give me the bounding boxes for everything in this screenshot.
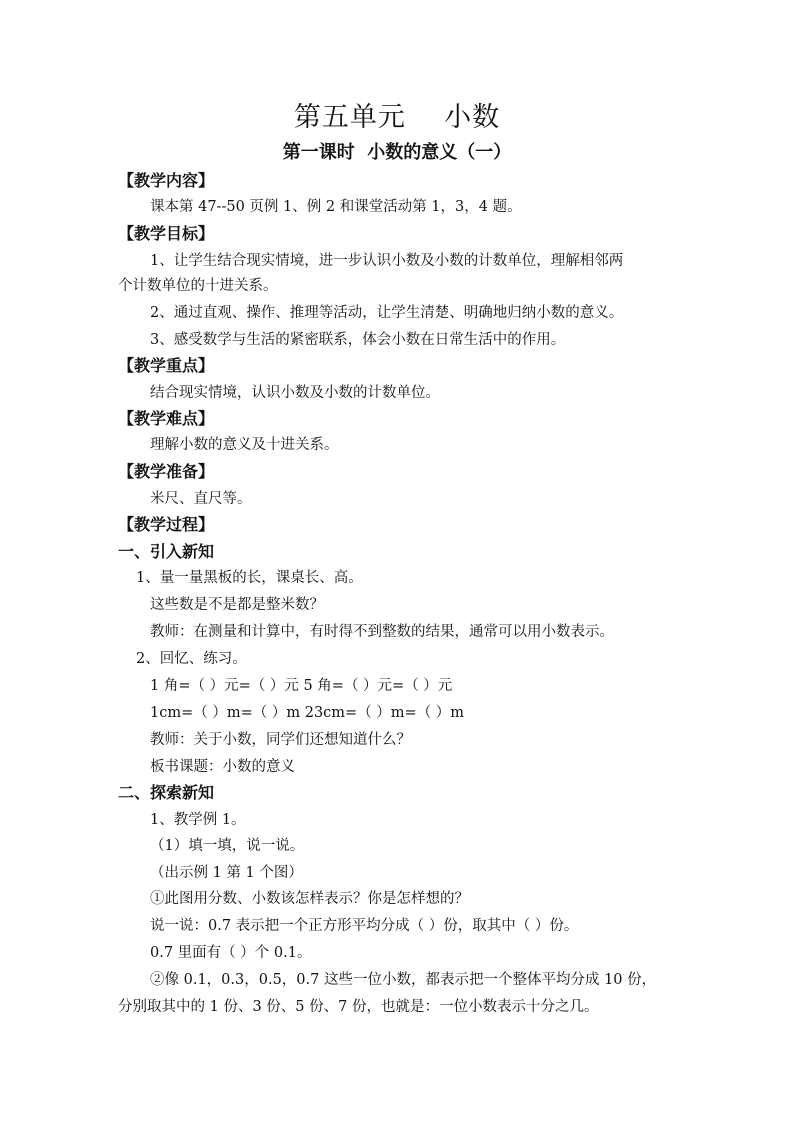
section-1-item-4: 2、回忆、练习。 <box>136 651 247 667</box>
section-2-item-4: ①此图用分数、小数该怎样表示？你是怎样想的？ <box>150 891 469 907</box>
goal-1-line-2: 个计数单位的十进关系。 <box>118 278 278 294</box>
heading-content: 【教学内容】 <box>118 171 215 190</box>
section-1-item-8: 板书课题：小数的意义 <box>150 759 295 775</box>
paragraph-content: 课本第 47--50 页例 1、例 2 和课堂活动第 1，3，4 题。 <box>150 199 522 215</box>
goal-1-line-1: 1、让学生结合现实情境，进一步认识小数及小数的计数单位，理解相邻两 <box>150 253 624 269</box>
section-1-exercise-1: 1 角=（ ）元=（ ）元 5 角=（ ）元=（ ）元 <box>150 678 453 694</box>
section-2-heading: 二、探索新知 <box>118 783 215 802</box>
heading-goal: 【教学目标】 <box>118 224 215 243</box>
heading-preparation: 【教学准备】 <box>118 462 215 481</box>
section-1-heading: 一、引入新知 <box>118 542 215 561</box>
section-2-item-6: 0.7 里面有（ ）个 0.1。 <box>150 945 312 961</box>
section-1-item-3: 教师：在测量和计算中，有时得不到整数的结果，通常可以用小数表示。 <box>150 624 614 640</box>
section-2-item-7-line-1: ②像 0.1，0.3，0.5，0.7 这些一位小数，都表示把一个整体平均分成 10 份， <box>150 972 657 988</box>
paragraph-preparation: 米尺、直尺等。 <box>150 491 252 507</box>
goal-2: 2、通过直观、操作、推理等活动，让学生清楚、明确地归纳小数的意义。 <box>150 305 624 321</box>
heading-key-point: 【教学重点】 <box>118 356 215 375</box>
paragraph-key-point: 结合现实情境，认识小数及小数的计数单位。 <box>150 385 440 401</box>
unit-title: 第五单元 小数 <box>293 102 501 133</box>
section-1-item-7: 教师：关于小数，同学们还想知道什么？ <box>150 732 411 748</box>
heading-difficulty: 【教学难点】 <box>118 409 215 428</box>
section-1-item-1: 1、量一量黑板的长，课桌长、高。 <box>136 570 363 586</box>
heading-process: 【教学过程】 <box>118 515 215 534</box>
section-2-item-3: （出示例 1 第 1 个图） <box>150 865 303 881</box>
section-1-item-2: 这些数是不是都是整米数？ <box>150 597 324 613</box>
goal-3: 3、感受数学与生活的紧密联系，体会小数在日常生活中的作用。 <box>150 332 566 348</box>
section-1-exercise-2: 1cm=（ ）m=（ ）m 23cm=（ ）m=（ ）m <box>150 705 465 721</box>
section-2-item-5: 说一说：0.7 表示把一个正方形平均分成（ ）份，取其中（ ）份。 <box>150 918 579 934</box>
lesson-subtitle: 第一课时 小数的意义（一） <box>282 142 512 163</box>
section-2-item-7-line-2: 分别取其中的 1 份、3 份、5 份、7 份，也就是：一位小数表示十分之几。 <box>118 999 599 1015</box>
paragraph-difficulty: 理解小数的意义及十进关系。 <box>150 437 339 453</box>
section-2-item-1: 1、教学例 1。 <box>150 812 246 828</box>
section-2-item-2: （1）填一填，说一说。 <box>150 838 305 854</box>
